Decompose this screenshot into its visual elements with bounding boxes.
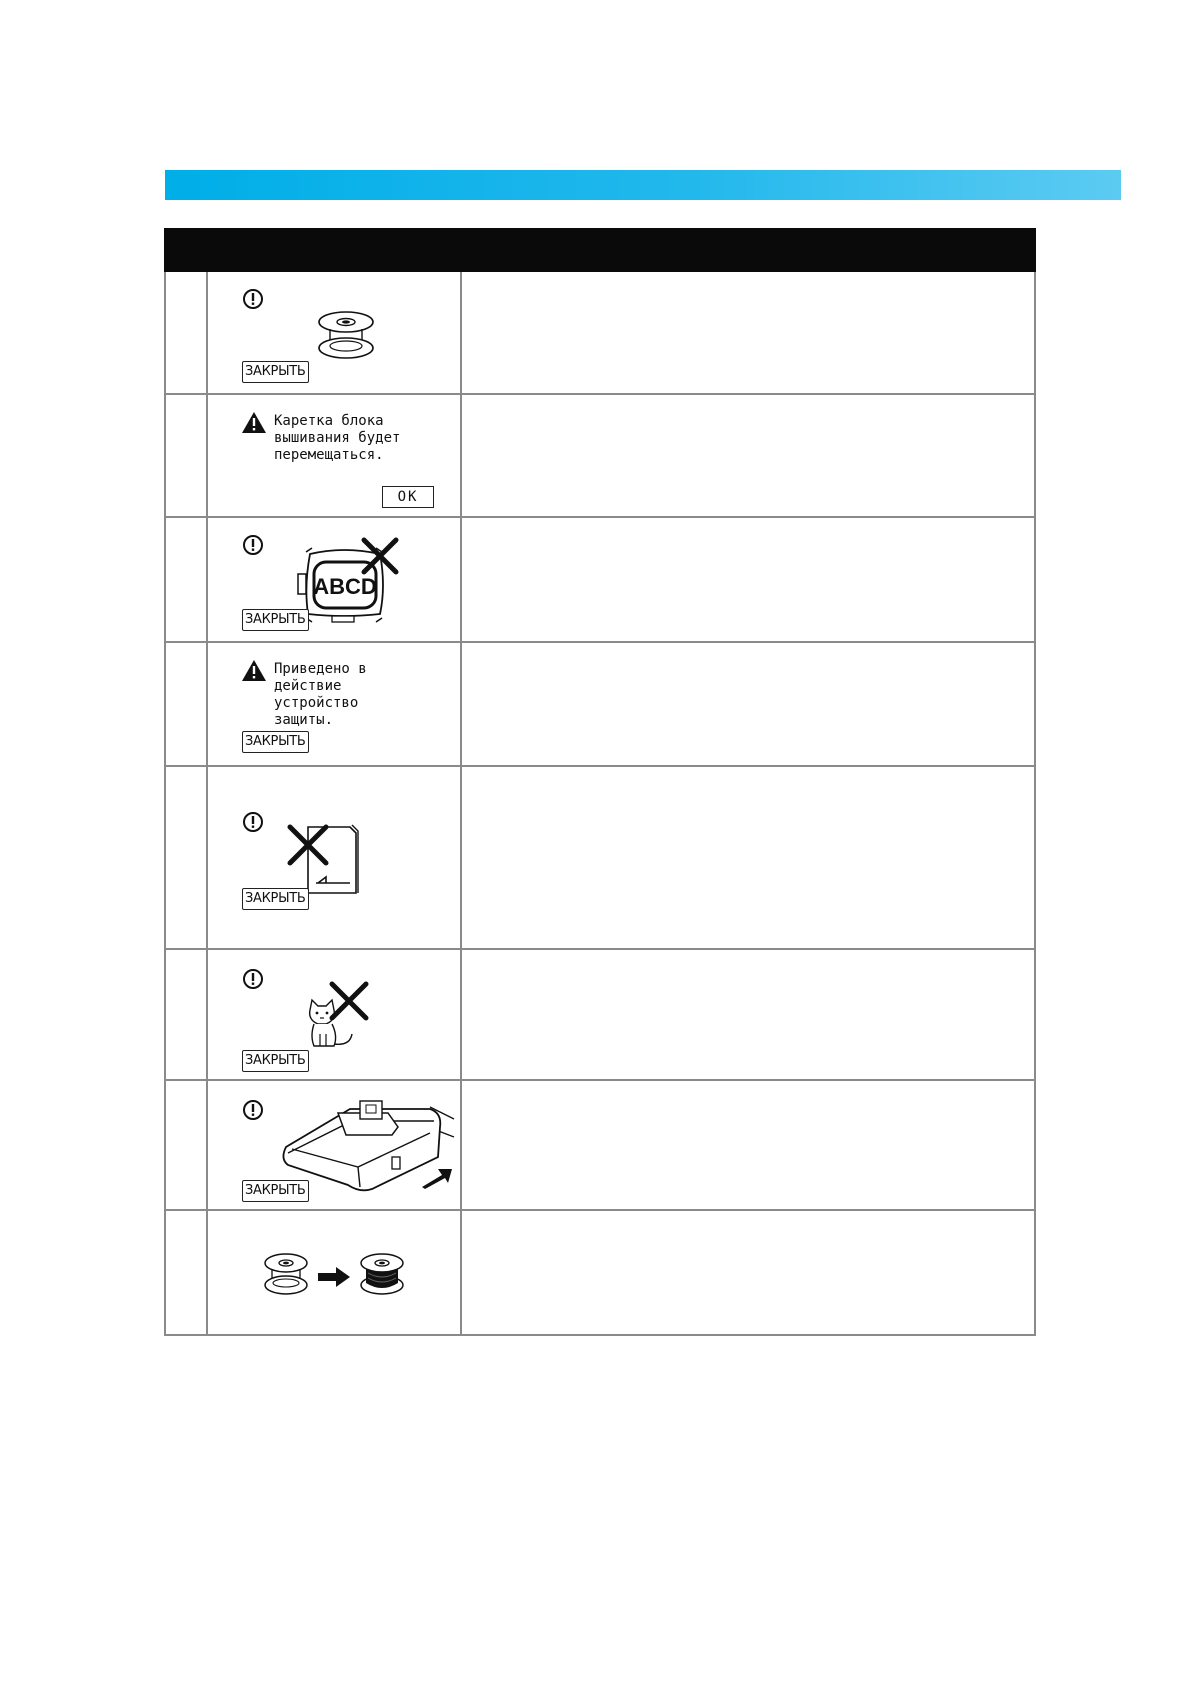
description-cell (461, 642, 1035, 766)
exclamation-circle-icon (242, 968, 264, 990)
description-cell (461, 517, 1035, 642)
protection-message: Приведено в действие устройство защиты. (274, 661, 367, 728)
row-number (165, 1210, 207, 1335)
table-row (165, 517, 1035, 642)
exclamation-circle-icon (242, 811, 264, 833)
header-description (461, 229, 1035, 271)
description-cell (461, 271, 1035, 394)
header-number (165, 229, 207, 271)
screen-cell (207, 1080, 461, 1210)
row-number (165, 517, 207, 642)
carriage-message: Каретка блока вышивания будет перемещаться. (274, 413, 401, 463)
exclamation-circle-icon (242, 288, 264, 310)
screen-cell (207, 271, 461, 394)
exclamation-circle-icon (242, 1099, 264, 1121)
screen-cell (207, 949, 461, 1080)
table-row (165, 1210, 1035, 1335)
close-button[interactable]: ЗАКРЫТЬ (242, 1180, 309, 1202)
close-button[interactable]: ЗАКРЫТЬ (242, 609, 309, 631)
screen-cell (207, 1210, 461, 1335)
table-row (165, 271, 1035, 394)
close-button[interactable]: ЗАКРЫТЬ (242, 888, 309, 910)
table-header-row (165, 229, 1035, 271)
table-row (165, 394, 1035, 517)
table-row (165, 1080, 1035, 1210)
row-number (165, 642, 207, 766)
right-arrow-icon (316, 1265, 352, 1289)
screen-cell (207, 766, 461, 949)
exclamation-circle-icon (242, 534, 264, 556)
description-cell (461, 1080, 1035, 1210)
title-band (165, 170, 1121, 200)
description-cell (461, 949, 1035, 1080)
frame-label: ABCD (313, 574, 377, 599)
description-cell (461, 766, 1035, 949)
right-arrow-icon (420, 1165, 454, 1189)
row-number (165, 766, 207, 949)
close-button[interactable]: ЗАКРЫТЬ (242, 731, 309, 753)
screen-cell (207, 517, 461, 642)
full-bobbin-icon (358, 1251, 406, 1299)
screen-cell (207, 642, 461, 766)
x-mark-icon (360, 536, 400, 576)
close-button[interactable]: ЗАКРЫТЬ (242, 1050, 309, 1072)
row-number (165, 394, 207, 517)
row-number (165, 271, 207, 394)
x-mark-icon (286, 823, 330, 867)
x-mark-icon (328, 980, 370, 1022)
warning-triangle-icon (241, 411, 267, 434)
error-message-table (164, 228, 1036, 1336)
screen-cell (207, 394, 461, 517)
bobbin-icon (262, 1251, 310, 1299)
table-row (165, 766, 1035, 949)
bobbin-icon (316, 310, 376, 364)
header-screen (207, 229, 461, 271)
row-number (165, 949, 207, 1080)
description-cell (461, 394, 1035, 517)
ok-button[interactable]: OK (382, 486, 434, 508)
description-cell (461, 1210, 1035, 1335)
close-button[interactable]: ЗАКРЫТЬ (242, 361, 309, 383)
warning-triangle-icon (241, 659, 267, 682)
table-row (165, 949, 1035, 1080)
table-row (165, 642, 1035, 766)
row-number (165, 1080, 207, 1210)
